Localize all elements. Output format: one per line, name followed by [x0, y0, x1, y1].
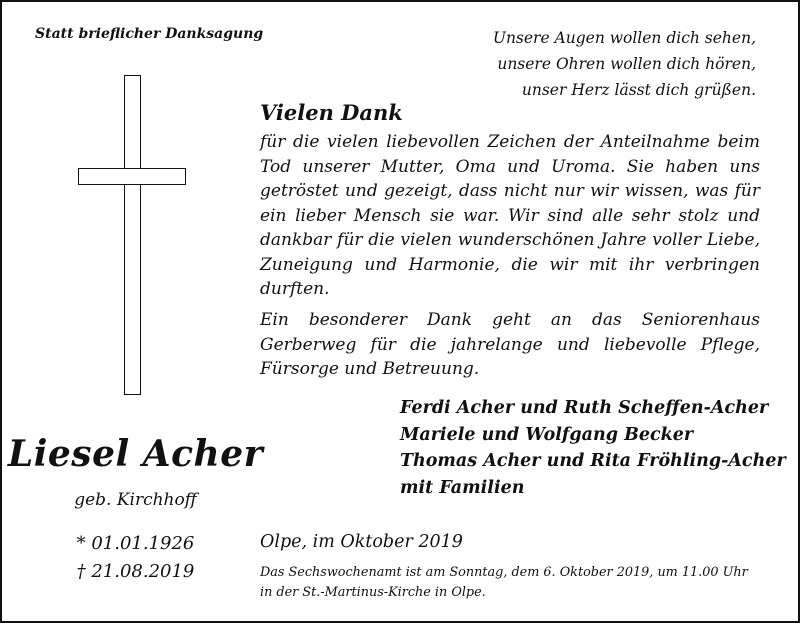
- birth-date: * 01.01.1926: [76, 533, 195, 554]
- poem-line: unser Herz lässt dich grüßen.: [521, 81, 756, 99]
- notice-line: Das Sechswochenamt ist am Sonntag, dem 6. Oktober 2019, um 11.00 Uhr: [260, 565, 748, 580]
- signers-list: [400, 395, 786, 501]
- notice-line: in der St.-Martinus-Kirche in Olpe.: [260, 585, 486, 600]
- card-type-label: Statt brieflicher Danksagung: [35, 26, 264, 42]
- deceased-name: Liesel Acher: [7, 433, 264, 475]
- poem-line: unsere Ohren wollen dich hören,: [497, 55, 756, 73]
- message-paragraph-2: Ein besonderer Dank geht an das Seniorenhaus Gerberweg für die jahrelange und liebevolle Pflege, Fürsorge und Betreuung.: [260, 310, 760, 379]
- message-title: Vielen Dank: [260, 100, 403, 125]
- death-date: † 21.08.2019: [76, 561, 195, 582]
- poem-line: Unsere Augen wollen dich sehen,: [492, 29, 756, 47]
- cross-icon: [78, 75, 186, 397]
- life-dates: [2, 530, 269, 586]
- message-paragraph-1: für die vielen liebevollen Zeichen der Anteilnahme beim Tod unserer Mutter, Oma und Uroma. Sie haben uns getröstet und gezeigt, dass nicht nur wir wissen, was für ein lieber Mensch sie war. Wir sind alle sehr stolz und dankbar für die vielen wunderschönen Jahre voller Liebe, Zuneigung und Harmonie, die wir mit ihr verbringen durften.: [260, 132, 760, 299]
- service-notice: [260, 563, 760, 603]
- signer-line: mit Familien: [400, 477, 525, 498]
- signer-line: Mariele und Wolfgang Becker: [400, 424, 694, 445]
- maiden-name: geb. Kirchhoff: [74, 490, 197, 510]
- poem: [493, 25, 756, 103]
- place-date: Olpe, im Oktober 2019: [260, 532, 463, 552]
- signer-line: Thomas Acher und Rita Fröhling-Acher: [400, 451, 786, 471]
- signer-line: Ferdi Acher und Ruth Scheffen-Acher: [400, 398, 769, 418]
